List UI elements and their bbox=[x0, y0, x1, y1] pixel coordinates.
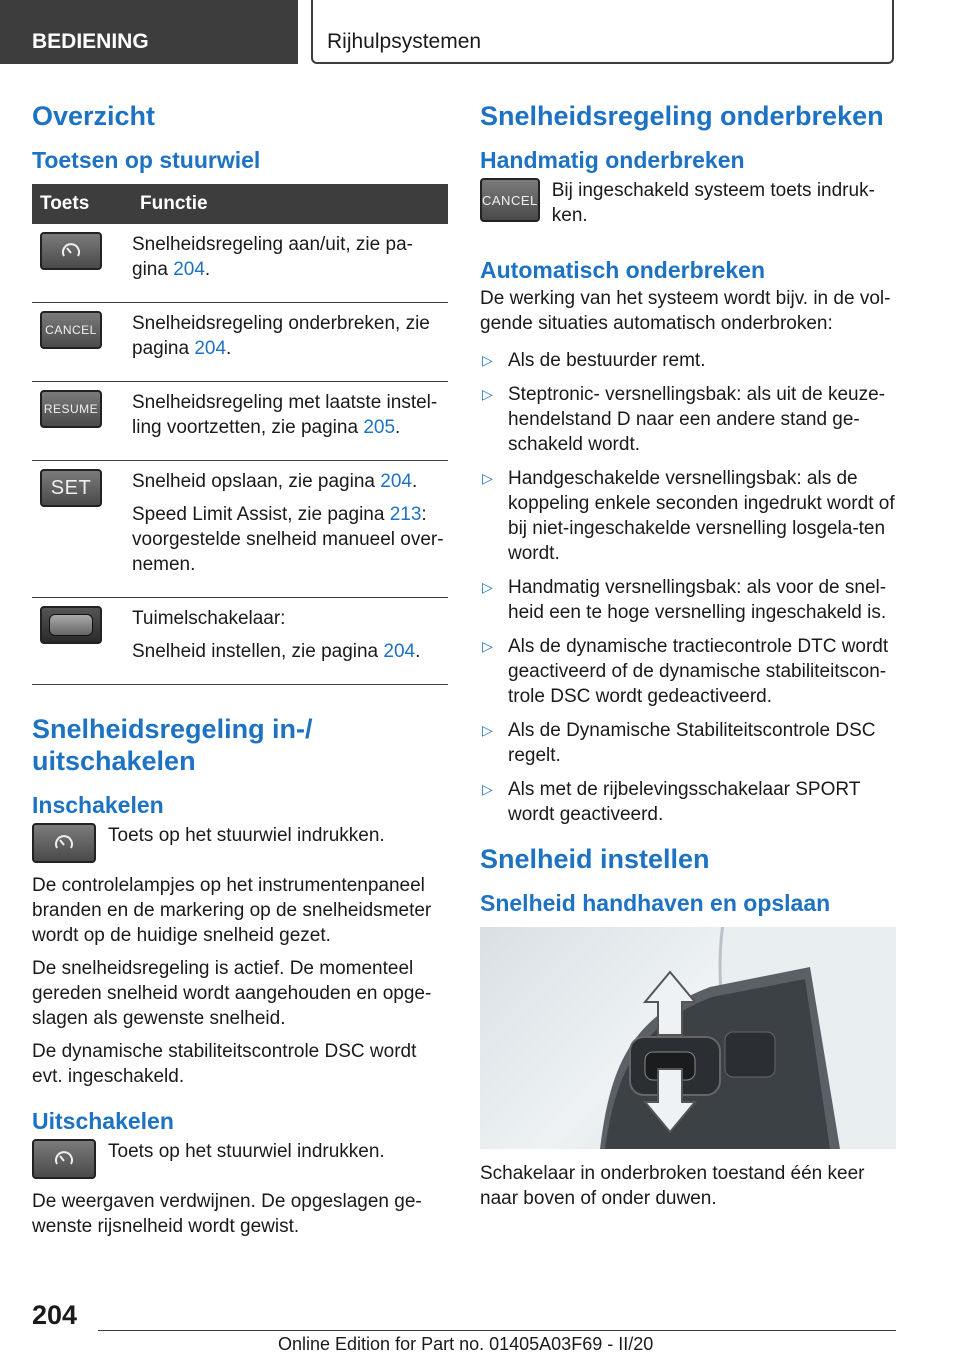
triangle-bullet-icon: ▷ bbox=[482, 386, 493, 402]
list-item: ▷ Als met de rijbelevingsschakelaar SPORT wordt geactiveerd. bbox=[482, 779, 861, 825]
page-link[interactable]: 204 bbox=[380, 471, 412, 492]
heading-hold: Snelheid handhaven en opslaan bbox=[480, 890, 831, 916]
table-row bbox=[32, 382, 448, 461]
buttons-table bbox=[32, 184, 448, 685]
chapter-tab bbox=[311, 0, 894, 64]
steering-wheel-photo bbox=[480, 927, 896, 1149]
list-item: ▷ Als de dynamische tractiecontrole DTC wordt geactiveerd of de dynamische stabiliteitscon-trole DSC wordt gedeactiveerd. bbox=[482, 636, 889, 707]
heading-on: Inschakelen bbox=[32, 792, 164, 818]
col-function: Functie bbox=[132, 184, 448, 224]
col-key: Toets bbox=[32, 184, 132, 224]
heading-overview: Overzicht bbox=[32, 101, 156, 131]
table-row bbox=[32, 461, 448, 598]
table-cell: Snelheidsregeling onderbreken, zie pagina 204. bbox=[132, 303, 448, 382]
list-item: ▷ Handmatig versnellingsbak: als voor de snel-heid een te hoge versnelling ingeschakeld is. bbox=[482, 577, 887, 623]
photo-caption: Schakelaar in onderbroken toestand één keer naar boven of onder duwen. bbox=[480, 1163, 865, 1209]
table-header bbox=[32, 184, 448, 224]
heading-set: Snelheid instellen bbox=[480, 844, 710, 874]
right-column bbox=[480, 100, 896, 1219]
set-button-icon: SET bbox=[40, 469, 102, 507]
triangle-bullet-icon: ▷ bbox=[482, 781, 493, 797]
list-item: ▷ Handgeschakelde versnellingsbak: als de koppeling enkele seconden ingedrukt wordt of bij niet-ingeschakelde versnelling losgela-ten wordt. bbox=[482, 468, 895, 564]
table-row bbox=[32, 303, 448, 382]
heading-interrupt: Snelheidsregeling onderbreken bbox=[480, 101, 884, 131]
chapter-label: Rijhulpsystemen bbox=[327, 30, 482, 53]
cancel-button-icon: CANCEL bbox=[480, 178, 540, 222]
heading-auto: Automatisch onderbreken bbox=[480, 257, 765, 283]
list-item: ▷ Als de bestuurder remt. bbox=[482, 350, 706, 371]
on-key-text: Toets op het stuurwiel indrukken. bbox=[108, 825, 385, 846]
footer-divider bbox=[98, 1330, 896, 1331]
left-column bbox=[32, 100, 448, 1247]
manual-key-row bbox=[480, 178, 896, 236]
page-link[interactable]: 204 bbox=[173, 259, 205, 280]
triangle-bullet-icon: ▷ bbox=[482, 638, 493, 654]
edition-text: Online Edition for Part no. 01405A03F69 - II/20 bbox=[278, 1334, 654, 1354]
auto-intro: De werking van het systeem wordt bijv. in de vol-gende situaties automatisch onderbroken: bbox=[480, 288, 891, 334]
table-cell: Snelheid opslaan, zie pagina 204. Speed Limit Assist, zie pagina 213: voorgestelde snelheid manueel over-nemen. bbox=[132, 461, 448, 598]
resume-button-icon: RESUME bbox=[40, 390, 102, 428]
cancel-button-icon: CANCEL bbox=[40, 311, 102, 349]
table-row bbox=[32, 224, 448, 303]
list-item: ▷ Als de Dynamische Stabiliteitscontrole DSC regelt. bbox=[482, 720, 876, 766]
page-number: 204 bbox=[32, 1300, 78, 1330]
speed-control-on-off-icon bbox=[32, 823, 96, 863]
heading-off: Uitschakelen bbox=[32, 1108, 174, 1134]
triangle-bullet-icon: ▷ bbox=[482, 722, 493, 738]
table-row bbox=[32, 598, 448, 685]
list-item: ▷ Steptronic- versnellingsbak: als uit de keuze-hendelstand D naar een andere stand ge-schakeld wordt. bbox=[482, 384, 886, 455]
page-link[interactable]: 204 bbox=[194, 338, 227, 359]
triangle-bullet-icon: ▷ bbox=[482, 470, 493, 486]
page-link[interactable]: 205 bbox=[363, 417, 396, 438]
paragraph: De controlelampjes op het instrumentenpaneel branden en de markering op de snelheidsmeter wordt op de huidige snelheid gezet. bbox=[32, 875, 432, 946]
heading-switch: Snelheidsregeling in-/ uitschakelen bbox=[32, 714, 313, 776]
paragraph: De dynamische stabiliteitscontrole DSC wordt evt. ingeschakeld. bbox=[32, 1041, 417, 1087]
section-tab bbox=[0, 0, 298, 64]
heading-buttons: Toetsen op stuurwiel bbox=[32, 147, 261, 173]
manual-text: Bij ingeschakeld systeem toets indruk-ken. bbox=[551, 180, 875, 226]
off-key-text: Toets op het stuurwiel indrukken. bbox=[108, 1141, 385, 1162]
heading-manual: Handmatig onderbreken bbox=[480, 147, 745, 173]
off-key-row bbox=[32, 1139, 448, 1179]
page-link[interactable]: 213 bbox=[389, 504, 422, 525]
speed-control-on-off-icon bbox=[32, 1139, 96, 1179]
speed-control-on-off-icon bbox=[40, 232, 102, 270]
section-label: BEDIENING bbox=[32, 30, 149, 53]
triangle-bullet-icon: ▷ bbox=[482, 352, 493, 368]
on-key-row bbox=[32, 823, 448, 863]
triangle-bullet-icon: ▷ bbox=[482, 579, 493, 595]
paragraph: De snelheidsregeling is actief. De momenteel gereden snelheid wordt aangehouden en opge-slagen als gewenste snelheid. bbox=[32, 958, 432, 1029]
auto-list bbox=[480, 348, 896, 827]
rocker-switch-icon bbox=[40, 606, 102, 644]
page-link[interactable]: 204 bbox=[383, 641, 416, 662]
table-cell: Tuimelschakelaar: Snelheid instellen, zie pagina 204. bbox=[132, 598, 448, 685]
table-cell: Snelheidsregeling met laatste instel-ling voortzetten, zie pagina 205. bbox=[132, 382, 448, 461]
table-cell: Snelheidsregeling aan/uit, zie pa-gina 204. bbox=[132, 224, 448, 303]
paragraph: De weergaven verdwijnen. De opgeslagen ge-wenste rijsnelheid wordt gewist. bbox=[32, 1191, 422, 1237]
